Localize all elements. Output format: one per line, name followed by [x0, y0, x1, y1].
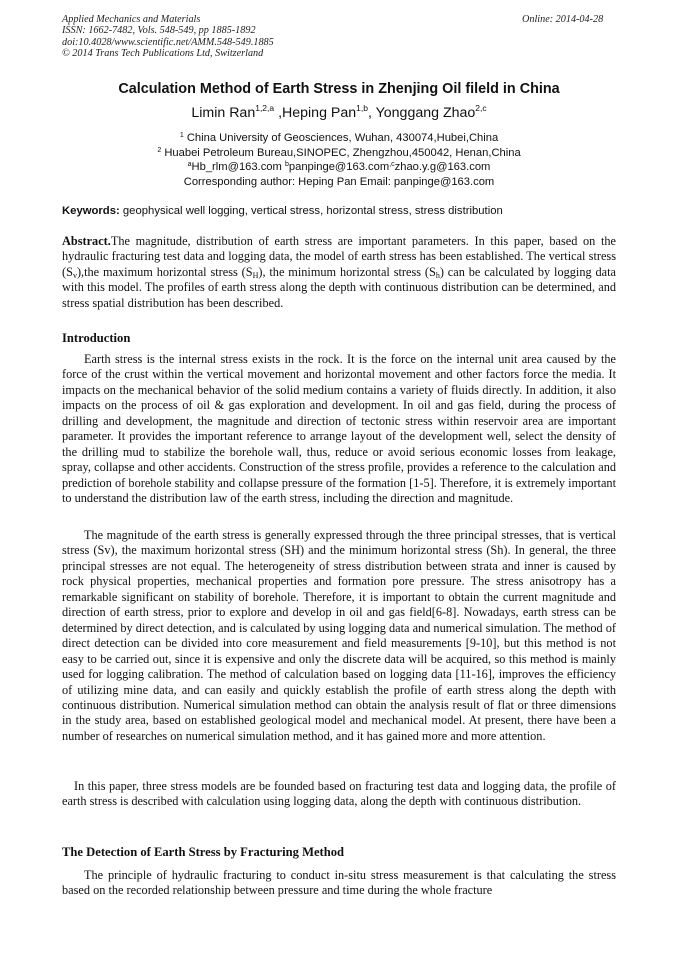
email-a-marker: a: [187, 161, 192, 169]
author-2-marker: 1,b: [356, 103, 368, 113]
journal-header: [62, 14, 274, 60]
abstract: [62, 234, 616, 311]
abstract-text-1: The magnitude, distribution of earth stress are important parameters. In this paper, based on the hydraulic fracturing test data and logging data, the model of earth stress has been established. The vertical stress (S: [62, 234, 616, 279]
email-b: panpinge@163.com: [288, 161, 390, 174]
abstract-text-2: ),the maximum horizontal stress (S: [76, 264, 253, 279]
email-b-marker: b: [284, 161, 289, 169]
author-1-marker: 1,2,a: [255, 103, 275, 113]
doi-line: doi:10.4028/www.scientific.net/AMM.548-549.1885: [62, 36, 274, 48]
abstract-sub-h-max: H: [252, 270, 259, 280]
affiliation-1-marker: 1: [179, 132, 184, 139]
email-c: zhao.y.g@163.com: [394, 161, 491, 174]
abstract-text-4: ) can be calculated by logging data with this model. The profiles of earth stress along the depth with continuous distribution can be determined, and stress spatial distribution has been described.: [62, 264, 616, 310]
intro-paragraph-2: The magnitude of the earth stress is generally expressed through the three principal stresses, that is vertical stress (Sv), the maximum horizontal stress (SH) and the minimum horizontal stress (Sh). In general, the three principal stresses are not equal. The heterogeneity of stress distribution between strata and inner is caused by rock physical properties, mechanical properties and formation pore pressure. The stress anisotropy has a remarkable significant on stability of borehole. Therefore, it is important to obtain the current magnitude and direction of earth stress, prior to explore and develop in oil and gas field[6-8]. Nowadays, earth stress can be determined by direct detection, and is calculated by using logging data and numerical simulation. The method of direct detection can be divided into core measurement and field measurements [9-10], but this method is not easy to be carried out, since it is expensive and only the discrete data will be acquired, so this method is mainly used for logging calibration. The method of calculation based on logging data [11-16], improves the efficiency of utilizing mine data, and can easily and quickly establish the profile of earth stress along the depth with continuous distribution. Numerical simulation method can obtain the analysis result of flat or three dimensions in the study area, based on established geological model and mechanical model. At present, there have been a number of researches on numerical simulation method, and it has gained more and more attention.: [62, 528, 616, 743]
affiliation-2-marker: 2: [157, 146, 162, 154]
journal-name: Applied Mechanics and Materials: [62, 14, 201, 25]
online-date: Online: 2014-04-28: [522, 14, 604, 25]
corresponding-author: Corresponding author: Heping Pan Email: panpinge@163.com: [183, 175, 495, 188]
keywords: [62, 204, 616, 218]
keywords-text: geophysical well logging, vertical stress, horizontal stress, stress distribution: [119, 205, 503, 217]
affiliation-2-text: Huabei Petroleum Bureau,SINOPEC, Zhengzhou,450042, Henan,China: [161, 146, 521, 159]
email-c-marker: ,c: [389, 161, 395, 169]
copyright-line: © 2014 Trans Tech Publications Ltd, Switzerland: [62, 48, 264, 60]
abstract-text-3: ), the minimum horizontal stress (S: [258, 264, 436, 279]
intro-paragraph-3: In this paper, three stress models are be founded based on fracturing test data and logging data, the profile of earth stress is described with calculation using logging data, along the depth with continuous distribution.: [62, 779, 616, 809]
intro-paragraph-1: Earth stress is the internal stress exists in the rock. It is the force on the internal unit area caused by the force of the crust within the vertical movement and horizontal movement and other factors force the media. It impacts on the mechanical behavior of the solid medium contains a variety of fluids directly. In addition, it also impacts on the process of oil & gas exploration and development. In oil and gas field, during the process of drilling and development, the magnitude and direction of tectonic stress within reservoir area are important parameter. It provides the important reference to arrange layout of the development well, select the density of the drilling mud to stabilize the borehole wall, thus, reduce or avoid serious economic losses from leakage, spray, collapse and other accidents. Construction of the stress profile, provides a reference to the calculation and prediction of borehole stability and collapse pressure of the formation [1-5]. Therefore, it is extremely important to understand the distribution law of the earth stress, including the direction and magnitude.: [62, 352, 616, 506]
issn-line: ISSN: 1662-7482, Vols. 548-549, pp 1885-1892: [62, 25, 256, 37]
author-emails: [0, 160, 678, 175]
author-1: Limin Ran: [191, 105, 256, 121]
abstract-sub-h-min: h: [435, 270, 440, 280]
affiliation-2: [0, 146, 678, 161]
abstract-sub-v: v: [72, 270, 77, 280]
author-3: , Yonggang Zhao: [367, 105, 476, 121]
section-heading-fracturing: The Detection of Earth Stress by Fracturing Method: [62, 845, 345, 859]
abstract-label: Abstract.: [62, 234, 111, 248]
keywords-label: Keywords:: [62, 205, 120, 217]
affiliation-1: [0, 131, 678, 146]
author-list: [0, 104, 678, 122]
section-heading-introduction: Introduction: [62, 331, 131, 345]
author-2: ,Heping Pan: [274, 105, 357, 121]
author-3-marker: 2,c: [475, 103, 487, 113]
affiliations: [0, 131, 678, 189]
email-a: Hb_rlm@163.com: [191, 161, 285, 174]
paper-title: Calculation Method of Earth Stress in Zhenjing Oil fileld in China: [118, 81, 560, 97]
affiliation-1-text: China University of Geosciences, Wuhan, 430074,Hubei,China: [183, 132, 499, 144]
fracturing-paragraph-1: The principle of hydraulic fracturing to conduct in-situ stress measurement is that calculating the stress based on the recorded relationship between pressure and time during the whole fracture: [62, 868, 616, 898]
